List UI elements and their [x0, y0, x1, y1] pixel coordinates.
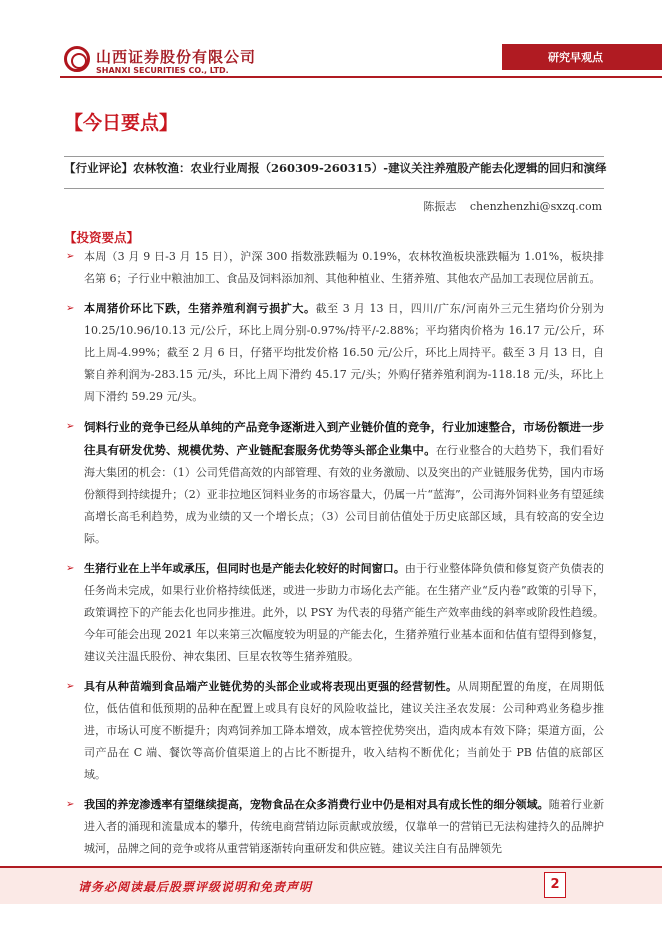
bullet-text: 从周期配置的角度，在周期低位，低估值和低预期的品种在配置上或具有良好的风险收益比，建议关注圣农发展：公司种鸡业务稳步推进，市场认可度不断提升；肉鸡饲养加工降本增效，成本管控优势突出，造肉成本有效下降；渠道方面，公司产品在 C 端、餐饮等高价值渠道上的占比不断提升，收入结构不断优化；当前处于 PB 估值的底部区域。 — [84, 680, 604, 781]
bullet-lead: 具有从种苗端到食品端产业链优势的头部企业或将表现出更强的经营韧性。 — [84, 680, 458, 693]
investment-points-list — [64, 246, 604, 860]
author-email[interactable]: chenzhenzhi@sxzq.com — [469, 200, 602, 213]
author-name: 陈振志 — [423, 200, 457, 213]
arrow-bullet-icon — [66, 246, 80, 268]
disclaimer-note: 请务必阅读最后股票评级说明和免责声明 — [78, 880, 313, 894]
report-title-top-rule — [64, 156, 604, 157]
list-item — [64, 416, 604, 550]
report-title: 【行业评论】农林牧渔：农业行业周报（260309-260315）-建议关注养殖股产能去化逻辑的回归和演绎 — [64, 161, 607, 175]
investment-points-title: 【投资要点】 — [64, 230, 140, 245]
bullet-text: 随着行业新进入者的涌现和流量成本的攀升，传统电商营销边际贡献或放缓，仅靠单一的营销已无法构建持久的品牌护城河，品牌之间的竞争或将从重营销逐渐转向重研发和供应链。建议关注自有品牌领先 — [84, 798, 605, 855]
bullet-lead: 本周猪价环比下跌，生猪养殖利润亏损扩大。 — [84, 302, 316, 315]
list-item — [64, 676, 604, 786]
author-line — [413, 198, 602, 214]
arrow-bullet-icon — [66, 558, 80, 580]
list-item — [64, 558, 604, 668]
bullet-text: 本周（3 月 9 日-3 月 15 日），沪深 300 指数涨跌幅为 0.19%，农林牧渔板块涨跌幅为 1.01%，板块排名第 6；子行业中粮油加工、食品及饲料添加剂、其他种植业、生猪养殖、其他农产品加工表现位居前五。 — [84, 250, 604, 285]
arrow-bullet-icon — [66, 794, 80, 816]
header-divider — [60, 76, 662, 78]
bullet-text: 由于行业整体降负债和修复资产负债表的任务尚未完成，如果行业价格持续低迷，或进一步助力市场化去产能。在生猪产业“反内卷”政策的引导下，政策调控下的产能去化也同步推进。此外，以 PSY 为代表的母猪产能生产效率曲线的斜率或阶段性趋缓。今年可能会出现 2021 年以来第三次幅度较为明显的产能去化，生猪养殖行业基本面和估值有望得到修复，建议关注温氏股份、神农集团、巨星农牧等生猪养殖股。 — [84, 562, 604, 663]
page-number: 2 — [544, 872, 566, 898]
company-name-en: SHANXI SECURITIES CO., LTD. — [96, 66, 229, 75]
list-item — [64, 298, 604, 408]
company-logo-icon — [64, 46, 90, 72]
header-tab-label: 研究早观点 — [548, 51, 603, 64]
bullet-text: 截至 3 月 13 日，四川/广东/河南外三元生猪均价分别为 10.25/10.96/10.13 元/公斤，环比上周分别-0.97%/持平/-2.88%；平均猪肉价格为 16.17 元/公斤，环比上周-4.99%；截至 2 月 6 日，仔猪平均批发价格 16.50 元/公斤，环比上周持平。截至 3 月 13 日，自繁自养利润为-283.15 元/头，环比上周下滑约 45.17 元/头；外购仔猪养殖利润为-118.18 元/头，环比上周下滑约 59.29 元/头。 — [84, 302, 604, 403]
arrow-bullet-icon — [66, 298, 80, 320]
bullet-lead: 我国的养宠渗透率有望继续提高，宠物食品在众多消费行业中仍是相对具有成长性的细分领域。 — [84, 798, 549, 811]
company-name-cn: 山西证券股份有限公司 — [96, 48, 257, 66]
today-highlights-title: 【今日要点】 — [64, 112, 179, 134]
bullet-text: 在行业整合的大趋势下，我们看好海大集团的机会：（1）公司凭借高效的内部管理、有效的业务激励、以及突出的产业链服务优势，国内市场份额得到持续提升；（2）亚非拉地区饲料业务的市场容量大，仍属一片“蓝海”，公司海外饲料业务有望延续高增长高毛利趋势，成为业绩的又一个增长点；（3）公司目前估值处于历史底部区域，具有较高的安全边际。 — [84, 444, 605, 545]
list-item — [64, 246, 604, 290]
bullet-lead: 生猪行业在上半年或承压，但同时也是产能去化较好的时间窗口。 — [84, 562, 405, 575]
arrow-bullet-icon — [66, 416, 80, 438]
bullet-lead: 饲料行业的竞争已经从单纯的产品竞争逐渐进入到产业链价值的竞争，行业加速整合，市场份额进一步往具有研发优势、规模优势、产业链配套服务优势等头部企业集中。 — [84, 420, 604, 457]
report-title-bottom-rule — [64, 188, 604, 189]
page-header — [0, 0, 662, 78]
list-item — [64, 794, 604, 860]
arrow-bullet-icon — [66, 676, 80, 698]
